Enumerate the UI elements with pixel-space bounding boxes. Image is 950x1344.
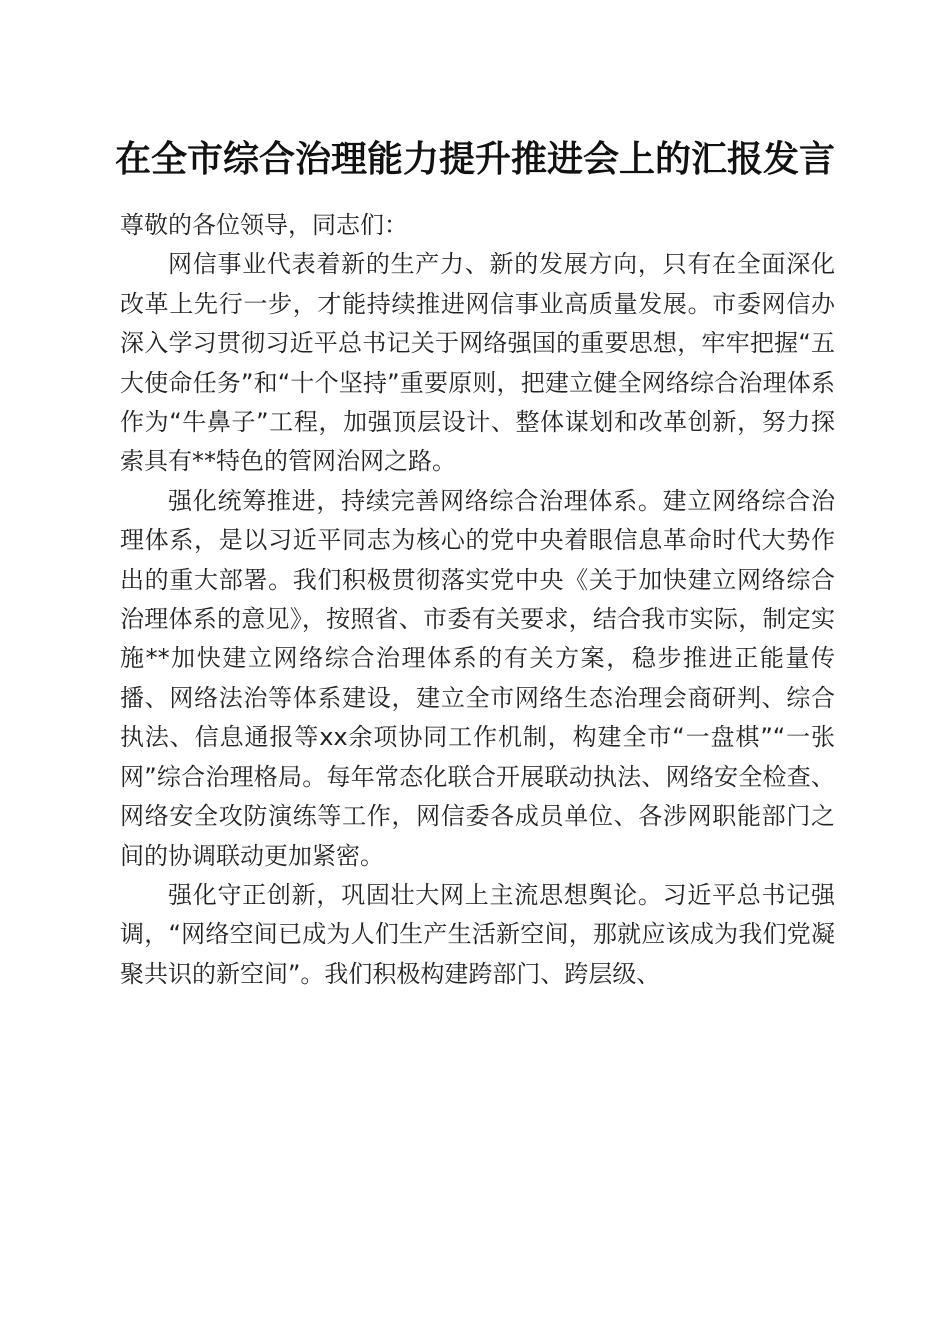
document-body bbox=[120, 206, 835, 994]
document-title: 在全市综合治理能力提升推进会上的汇报发言 bbox=[114, 138, 835, 180]
paragraph-intro: 网信事业代表着新的生产力、新的发展方向，只有在全面深化改革上先行一步，才能持续推进网信事业高质量发展。市委网信办深入学习贯彻习近平总书记关于网络强国的重要思想，牢牢把握“五大使命任务”和“十个坚持”重要原则，把建立健全网络综合治理体系作为“牛鼻子”工程，加强顶层设计、整体谋划和改革创新，努力探索具有**特色的管网治网之路。 bbox=[120, 250, 835, 476]
paragraph-coordination: 强化统筹推进，持续完善网络综合治理体系。建立网络综合治理体系，是以习近平同志为核心的党中央着眼信息革命时代大势作出的重大部署。我们积极贯彻落实党中央《关于加快建立网络综合治理体系的意见》，按照省、市委有关要求，结合我市实际，制定实施**加快建立网络综合治理体系的有关方案，稳步推进正能量传播、网络法治等体系建设，建立全市网络生态治理会商研判、综合执法、信息通报等xx余项协同工作机制，构建全市“一盘棋”“一张网”综合治理格局。每年常态化联合开展联动执法、网络安全检查、网络安全攻防演练等工作，网信委各成员单位、各涉网职能部门之间的协调联动更加紧密。 bbox=[120, 486, 835, 870]
paragraph-innovation: 强化守正创新，巩固壮大网上主流思想舆论。习近平总书记强调，“网络空间已成为人们生产生活新空间，那就应该成为我们党凝聚共识的新空间”。我们积极构建跨部门、跨层级、 bbox=[120, 880, 835, 988]
salutation: 尊敬的各位领导，同志们： bbox=[120, 211, 408, 239]
